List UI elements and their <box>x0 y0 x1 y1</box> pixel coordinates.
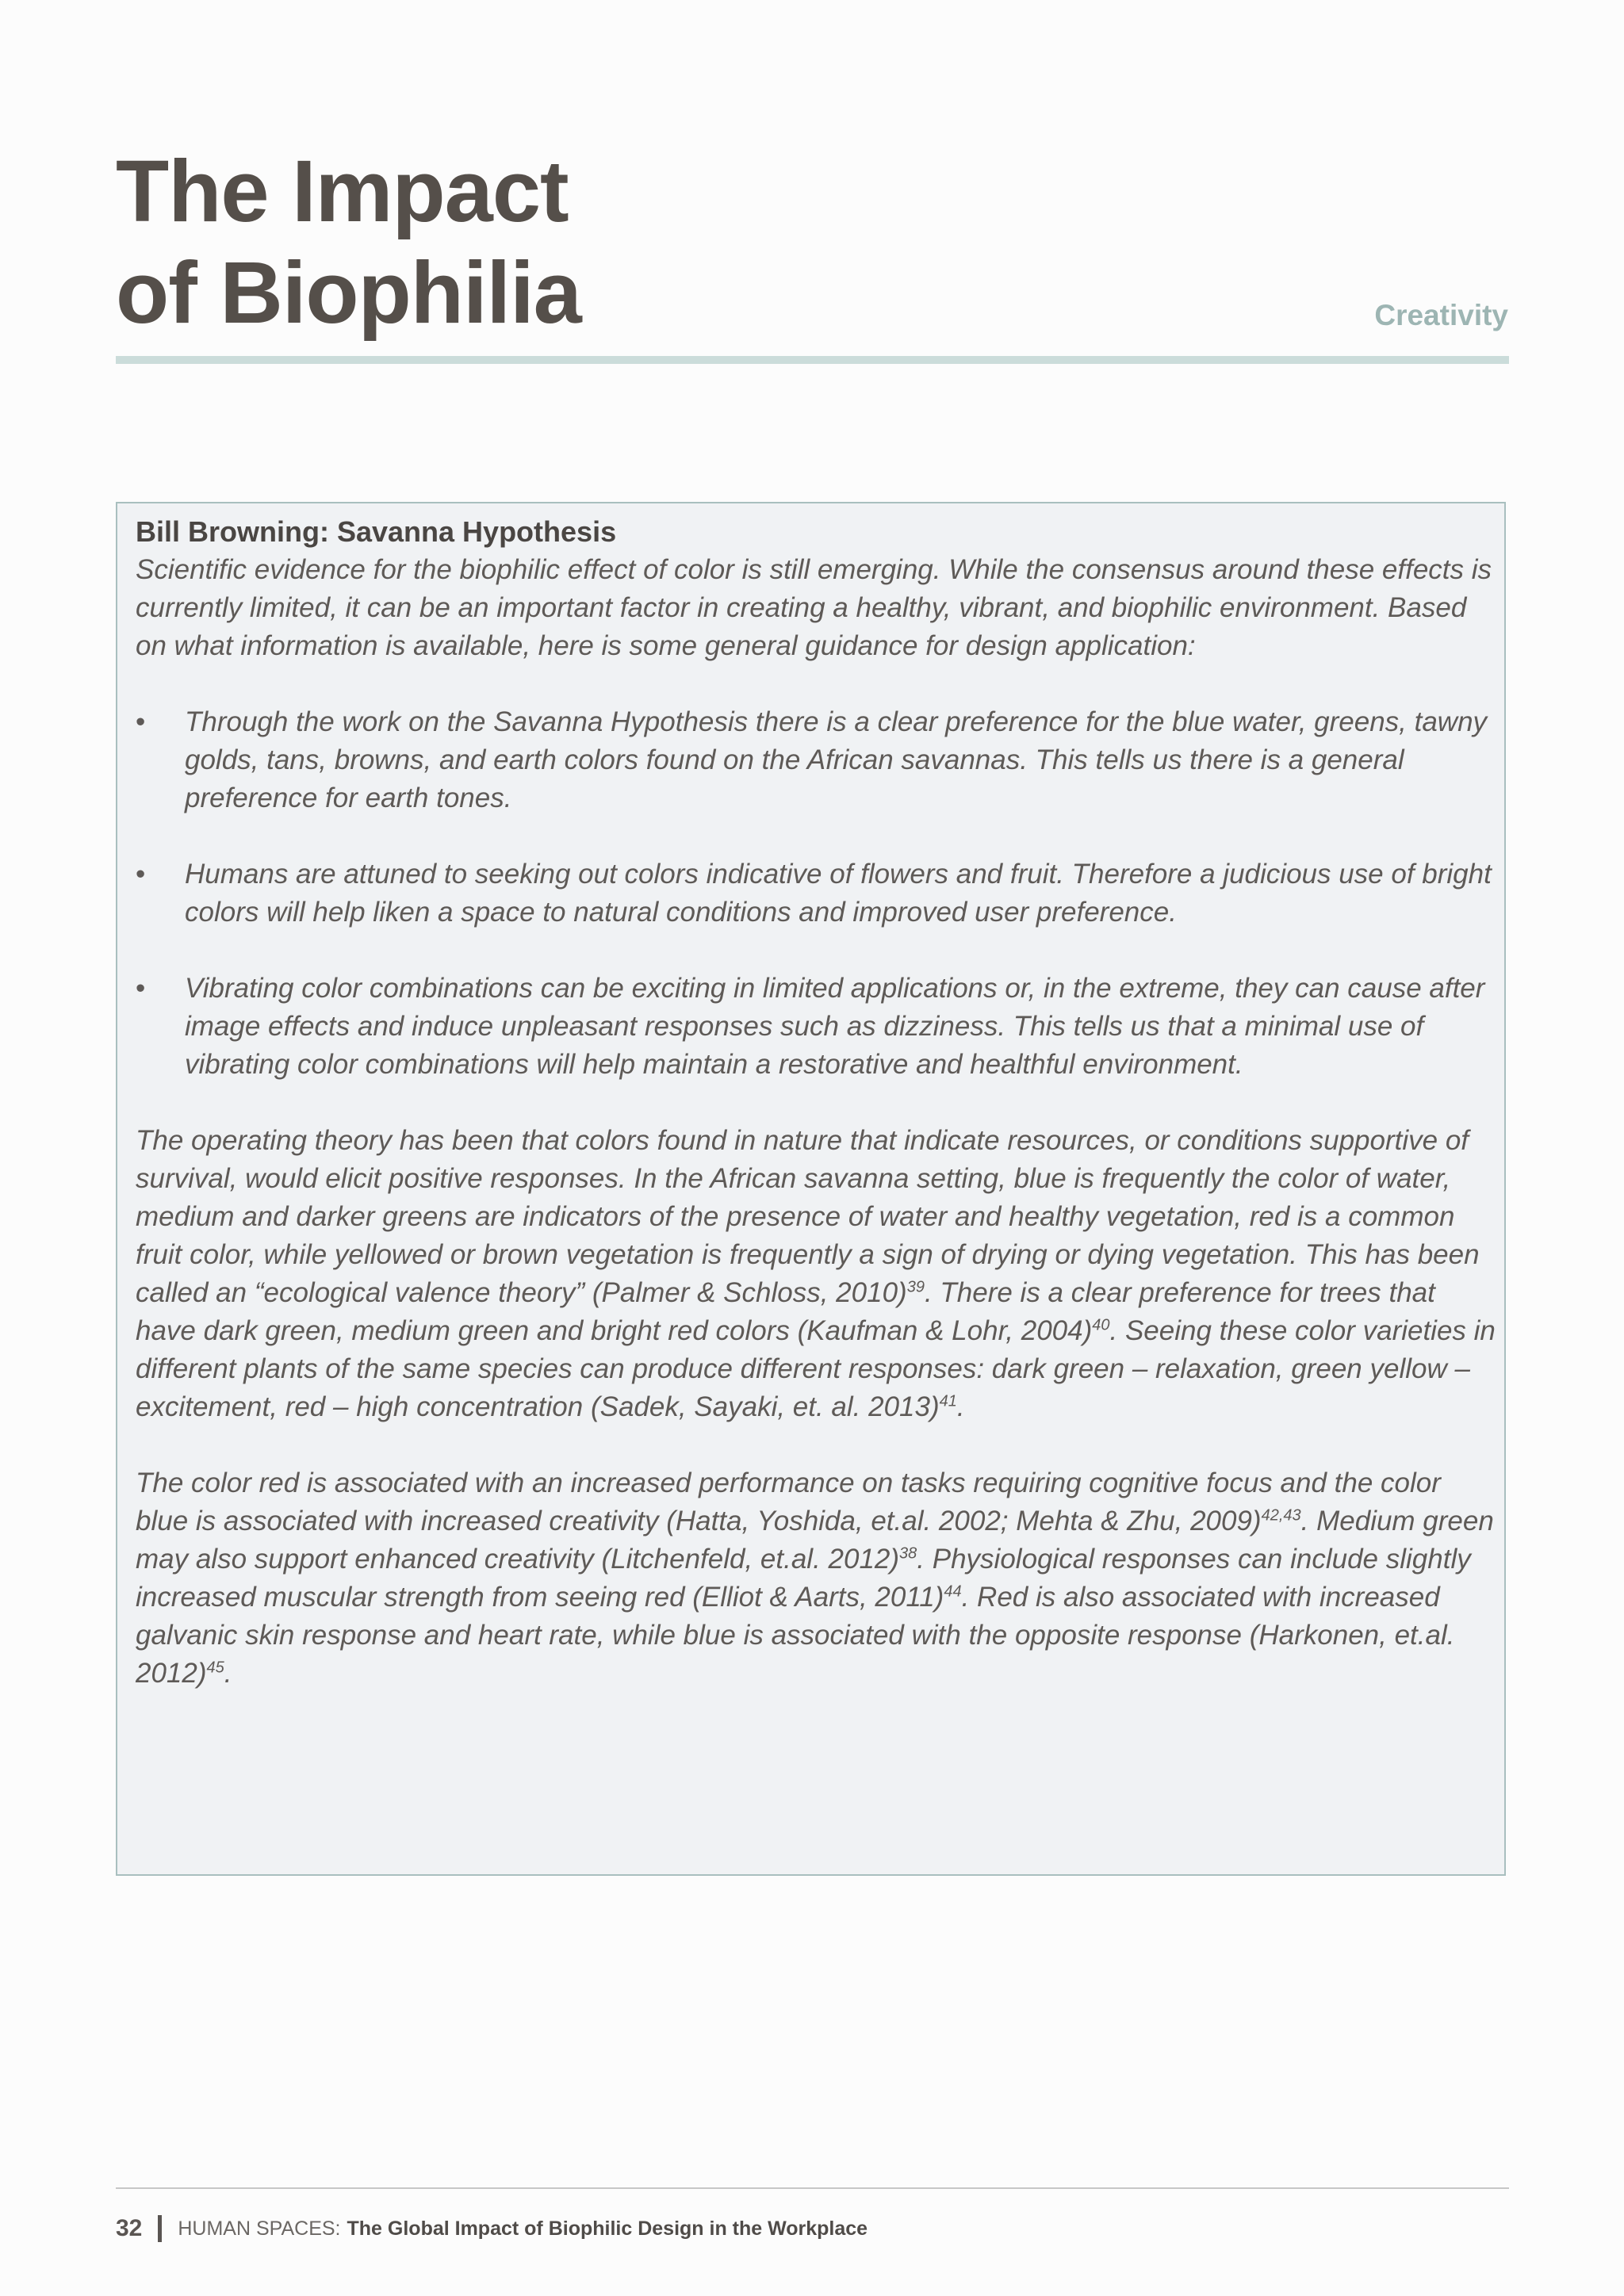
footer-separator <box>158 2215 162 2242</box>
paragraph-text: The color red is associated with an increased performance on tasks requiring cognitive focus and the color blue is associated with increased creativity (Hatta, Yoshida, et.al. 2002; Mehta & Zhu, 2009) <box>136 1468 1441 1536</box>
paragraph-text: . <box>956 1391 965 1422</box>
list-item <box>136 703 1500 817</box>
citation-ref: 45 <box>206 1659 224 1677</box>
page-title-line-2: of Biophilia <box>116 244 581 342</box>
title-divider <box>116 356 1509 364</box>
list-item-text: Humans are attuned to seeking out colors indicative of flowers and fruit. Therefore a judicious use of bright colors will help liken a space to natural conditions and improved user preference. <box>185 859 1492 928</box>
list-item-text: Through the work on the Savanna Hypothesis there is a clear preference for the blue water, greens, tawny golds, tans, browns, and earth colors found on the African savannas. This tells us there is a general preference for earth tones. <box>185 706 1488 813</box>
ecological-theory-paragraph <box>136 1122 1500 1426</box>
guidance-list <box>136 703 1500 1084</box>
citation-ref: 44 <box>944 1582 962 1601</box>
citation-ref: 38 <box>899 1544 917 1563</box>
paragraph-text: . <box>224 1658 232 1689</box>
paragraph-text: . There is a clear preference for trees that have dark green, medium green and bright red colors (Kaufman & Lohr, 2004) <box>136 1277 1435 1346</box>
section-label: Creativity <box>1374 299 1508 331</box>
sidebar-box-content <box>136 513 1500 1693</box>
publication-title: The Global Impact of Biophilic Design in the Workplace <box>347 2217 868 2240</box>
sidebar-heading: Bill Browning: Savanna Hypothesis <box>136 515 617 548</box>
paragraph-text: . Physiological responses can include slightly increased muscular strength from seeing red (Elliot & Aarts, 2011) <box>136 1544 1471 1613</box>
page-title <box>116 141 581 344</box>
paragraph-text: . Medium green may also support enhanced creativity (Litchenfeld, et.al. 2012) <box>136 1506 1494 1575</box>
citation-ref: 41 <box>939 1392 957 1410</box>
footer-divider <box>116 2187 1509 2189</box>
intro-paragraph: Scientific evidence for the biophilic effect of color is still emerging. While the consensus around these effects is currently limited, it can be an important factor in creating a healthy, vibrant, and biophilic environment. Based on what information is available, here is some general guidance for design application: <box>136 554 1492 661</box>
bullet-icon: • <box>136 859 146 890</box>
list-item <box>136 970 1500 1084</box>
sidebar-box <box>116 502 1506 1876</box>
page-title-line-1: The Impact <box>116 143 569 240</box>
bullet-icon: • <box>136 706 146 737</box>
page-number: 32 <box>116 2215 143 2241</box>
list-item <box>136 855 1500 932</box>
publication-prefix: HUMAN SPACES: <box>178 2217 341 2240</box>
color-performance-paragraph <box>136 1464 1500 1693</box>
bullet-icon: • <box>136 973 146 1004</box>
paragraph-text: The operating theory has been that colors found in nature that indicate resources, or conditions supportive of survival, would elicit positive responses. In the African savanna setting, blue is frequently the color of water, medium and darker greens are indicators of the presence of water and healthy vegetation, red is a common fruit color, while yellowed or brown vegetation is frequently a sign of drying or dying vegetation. This has been called an “ecological valence theory” (Palmer & Schloss, 2010) <box>136 1125 1480 1308</box>
citation-ref: 39 <box>906 1278 925 1296</box>
list-item-text: Vibrating color combinations can be exciting in limited applications or, in the extreme, they can cause after image effects and induce unpleasant responses such as dizziness. This tells us that a minimal use of vibrating color combinations will help maintain a restorative and healthful environment. <box>185 973 1485 1080</box>
citation-ref: 42,43 <box>1261 1506 1301 1525</box>
citation-ref: 40 <box>1092 1316 1110 1334</box>
page-footer <box>116 2213 868 2244</box>
paragraph-text: . Red is also associated with increased galvanic skin response and heart rate, while blue is associated with the opposite response (Harkonen, et.al. 2012) <box>136 1582 1455 1689</box>
paragraph-text: . Seeing these color varieties in different plants of the same species can produce different responses: dark green – relaxation, green yellow – excitement, red – high concentration (Sadek, Sayaki, et. al. 2013) <box>136 1315 1496 1422</box>
